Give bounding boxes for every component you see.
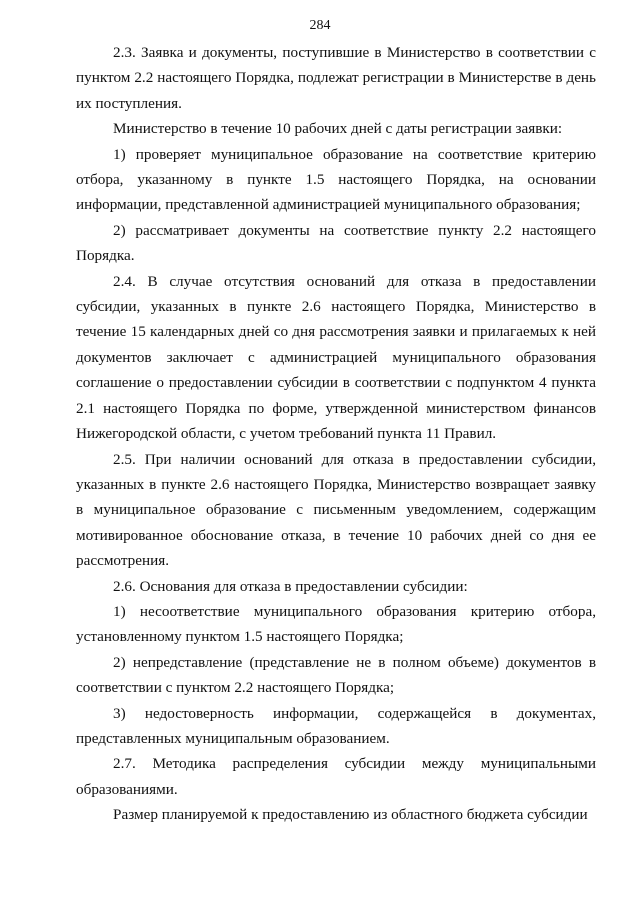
paragraph-subsidy-size: Размер планируемой к предоставлению из областного бюджета субсидии xyxy=(113,806,588,824)
paragraph-refusal-2: 2) непредставление (представление не в полном объеме) документов в соответствии с пунктом 2.2 настоящего Порядка; xyxy=(76,653,596,697)
paragraph-2-6: 2.6. Основания для отказа в предоставлении субсидии: xyxy=(113,577,468,595)
paragraph-2-7: 2.7. Методика распределения субсидии между муниципальными образованиями. xyxy=(76,755,596,798)
page-number: 284 xyxy=(309,18,331,33)
paragraph-refusal-3: 3) недостоверность информации, содержащейся в документах, представленных муниципальным образованием. xyxy=(76,704,596,747)
paragraph-item-2: 2) рассматривает документы на соответствие пункту 2.2 настоящего Порядка. xyxy=(76,221,596,265)
paragraph-ministry-intro: Министерство в течение 10 рабочих дней с даты регистрации заявки: xyxy=(113,120,563,138)
paragraph-refusal-1: 1) несоответствие муниципального образования критерию отбора, установленному пунктом 1.5 настоящего Порядка; xyxy=(76,602,596,646)
paragraph-2-4: 2.4. В случае отсутствия оснований для отказа в предоставлении субсидии, указанных в пункте 2.6 настоящего Порядка, Министерство в течение 15 календарных дней со дня рассмотрения заявки и прилагаемых к ней документов заключает с администрацией муниципального образования соглашение о предоставлении субсидии в соответствии с подпунктом 4 пункта 2.1 настоящего Порядка по форме, утвержденной министерством финансов Нижегородской области, с учетом требований пункта 11 Правил. xyxy=(76,272,596,443)
paragraph-item-1: 1) проверяет муниципальное образование на соответствие критерию отбора, указанному в пункте 1.5 настоящего Порядка, на основании информации, представленной администрацией муниципального образования; xyxy=(76,145,596,214)
paragraph-2-3: 2.3. Заявка и документы, поступившие в Министерство в соответствии с пунктом 2.2 настоящего Порядка, подлежат регистрации в Министерстве в день их поступления. xyxy=(76,44,596,112)
document-body xyxy=(76,40,596,828)
paragraph-2-5: 2.5. При наличии оснований для отказа в предоставлении субсидии, указанных в пункте 2.6 настоящего Порядка, Министерство возвращает заявку в муниципальное образование с письменным уведомлением, содержащим мотивированное обоснование отказа, в течение 10 рабочих дней со дня ее рассмотрения. xyxy=(76,450,596,570)
